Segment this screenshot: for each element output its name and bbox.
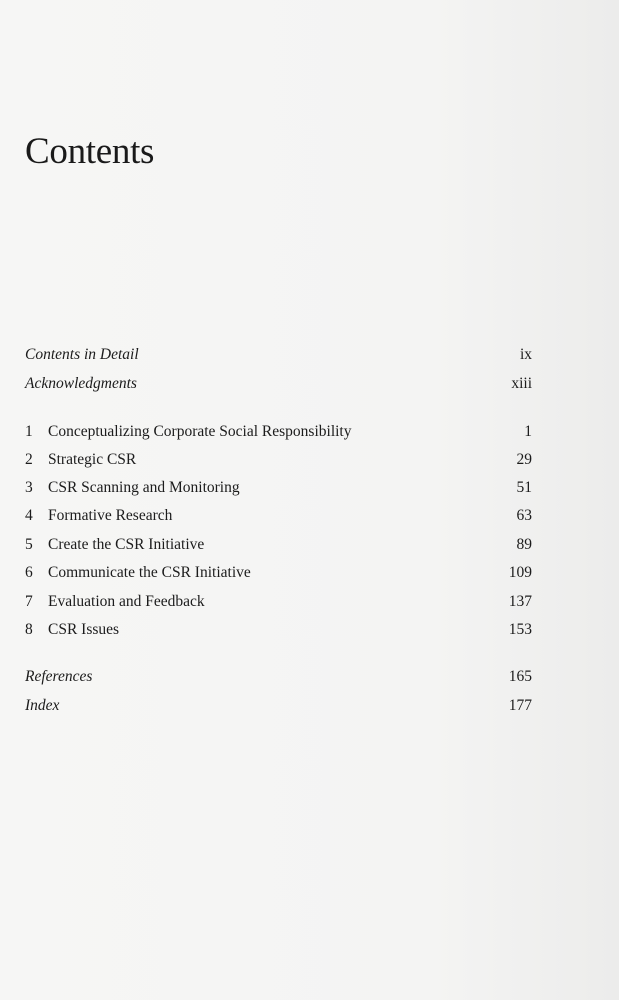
chapter-title: Evaluation and Feedback [48, 593, 205, 610]
toc-entry-label: References [25, 668, 93, 685]
toc-entry-label: Acknowledgments [25, 375, 137, 392]
chapter-title: CSR Issues [48, 621, 120, 638]
toc-chapter-4[interactable] [25, 505, 532, 527]
toc-entry-acknowledgments[interactable] [25, 373, 532, 395]
chapter-number: 3 [25, 479, 33, 496]
chapter-title: CSR Scanning and Monitoring [48, 479, 240, 496]
toc-chapter-7[interactable] [25, 591, 532, 613]
toc-entry-contents-in-detail[interactable] [25, 344, 532, 366]
toc-chapter-5[interactable] [25, 534, 532, 556]
chapter-number: 8 [25, 621, 33, 638]
toc-chapter-3[interactable] [25, 477, 532, 499]
chapter-number: 4 [25, 507, 33, 524]
chapter-title: Create the CSR Initiative [48, 536, 205, 553]
chapter-title: Strategic CSR [48, 451, 137, 468]
toc-entry-page: 89 [516, 536, 532, 553]
chapter-number: 6 [25, 564, 33, 581]
chapter-title: Formative Research [48, 507, 173, 524]
chapter-number: 7 [25, 593, 33, 610]
toc-chapter-6[interactable] [25, 562, 532, 584]
page-title: Contents [25, 131, 155, 172]
toc-entry-page: xiii [511, 375, 532, 392]
toc-entry-page: ix [519, 346, 532, 363]
toc-entry-label: Contents in Detail [25, 346, 139, 363]
chapter-number: 1 [25, 423, 33, 440]
toc-entry-page: 29 [516, 451, 532, 468]
toc-entry-page: 109 [508, 564, 532, 581]
toc-chapter-1[interactable] [25, 421, 532, 443]
chapter-title: Conceptualizing Corporate Social Responsibility [48, 423, 352, 440]
toc-entry-page: 177 [508, 697, 532, 714]
toc-entry-page: 1 [524, 423, 532, 440]
toc-entry-references[interactable] [25, 666, 532, 688]
toc-chapter-2[interactable] [25, 449, 532, 471]
toc-entry-page: 137 [508, 593, 532, 610]
chapter-number: 5 [25, 536, 33, 553]
chapter-number: 2 [25, 451, 33, 468]
toc-chapter-8[interactable] [25, 619, 532, 641]
toc-entry-page: 63 [516, 507, 532, 524]
toc-entry-page: 165 [508, 668, 532, 685]
toc-entry-page: 51 [516, 479, 532, 496]
toc-entry-index[interactable] [25, 695, 532, 717]
toc-entry-page: 153 [508, 621, 532, 638]
toc-entry-label: Index [25, 697, 60, 714]
chapter-title: Communicate the CSR Initiative [48, 564, 251, 581]
